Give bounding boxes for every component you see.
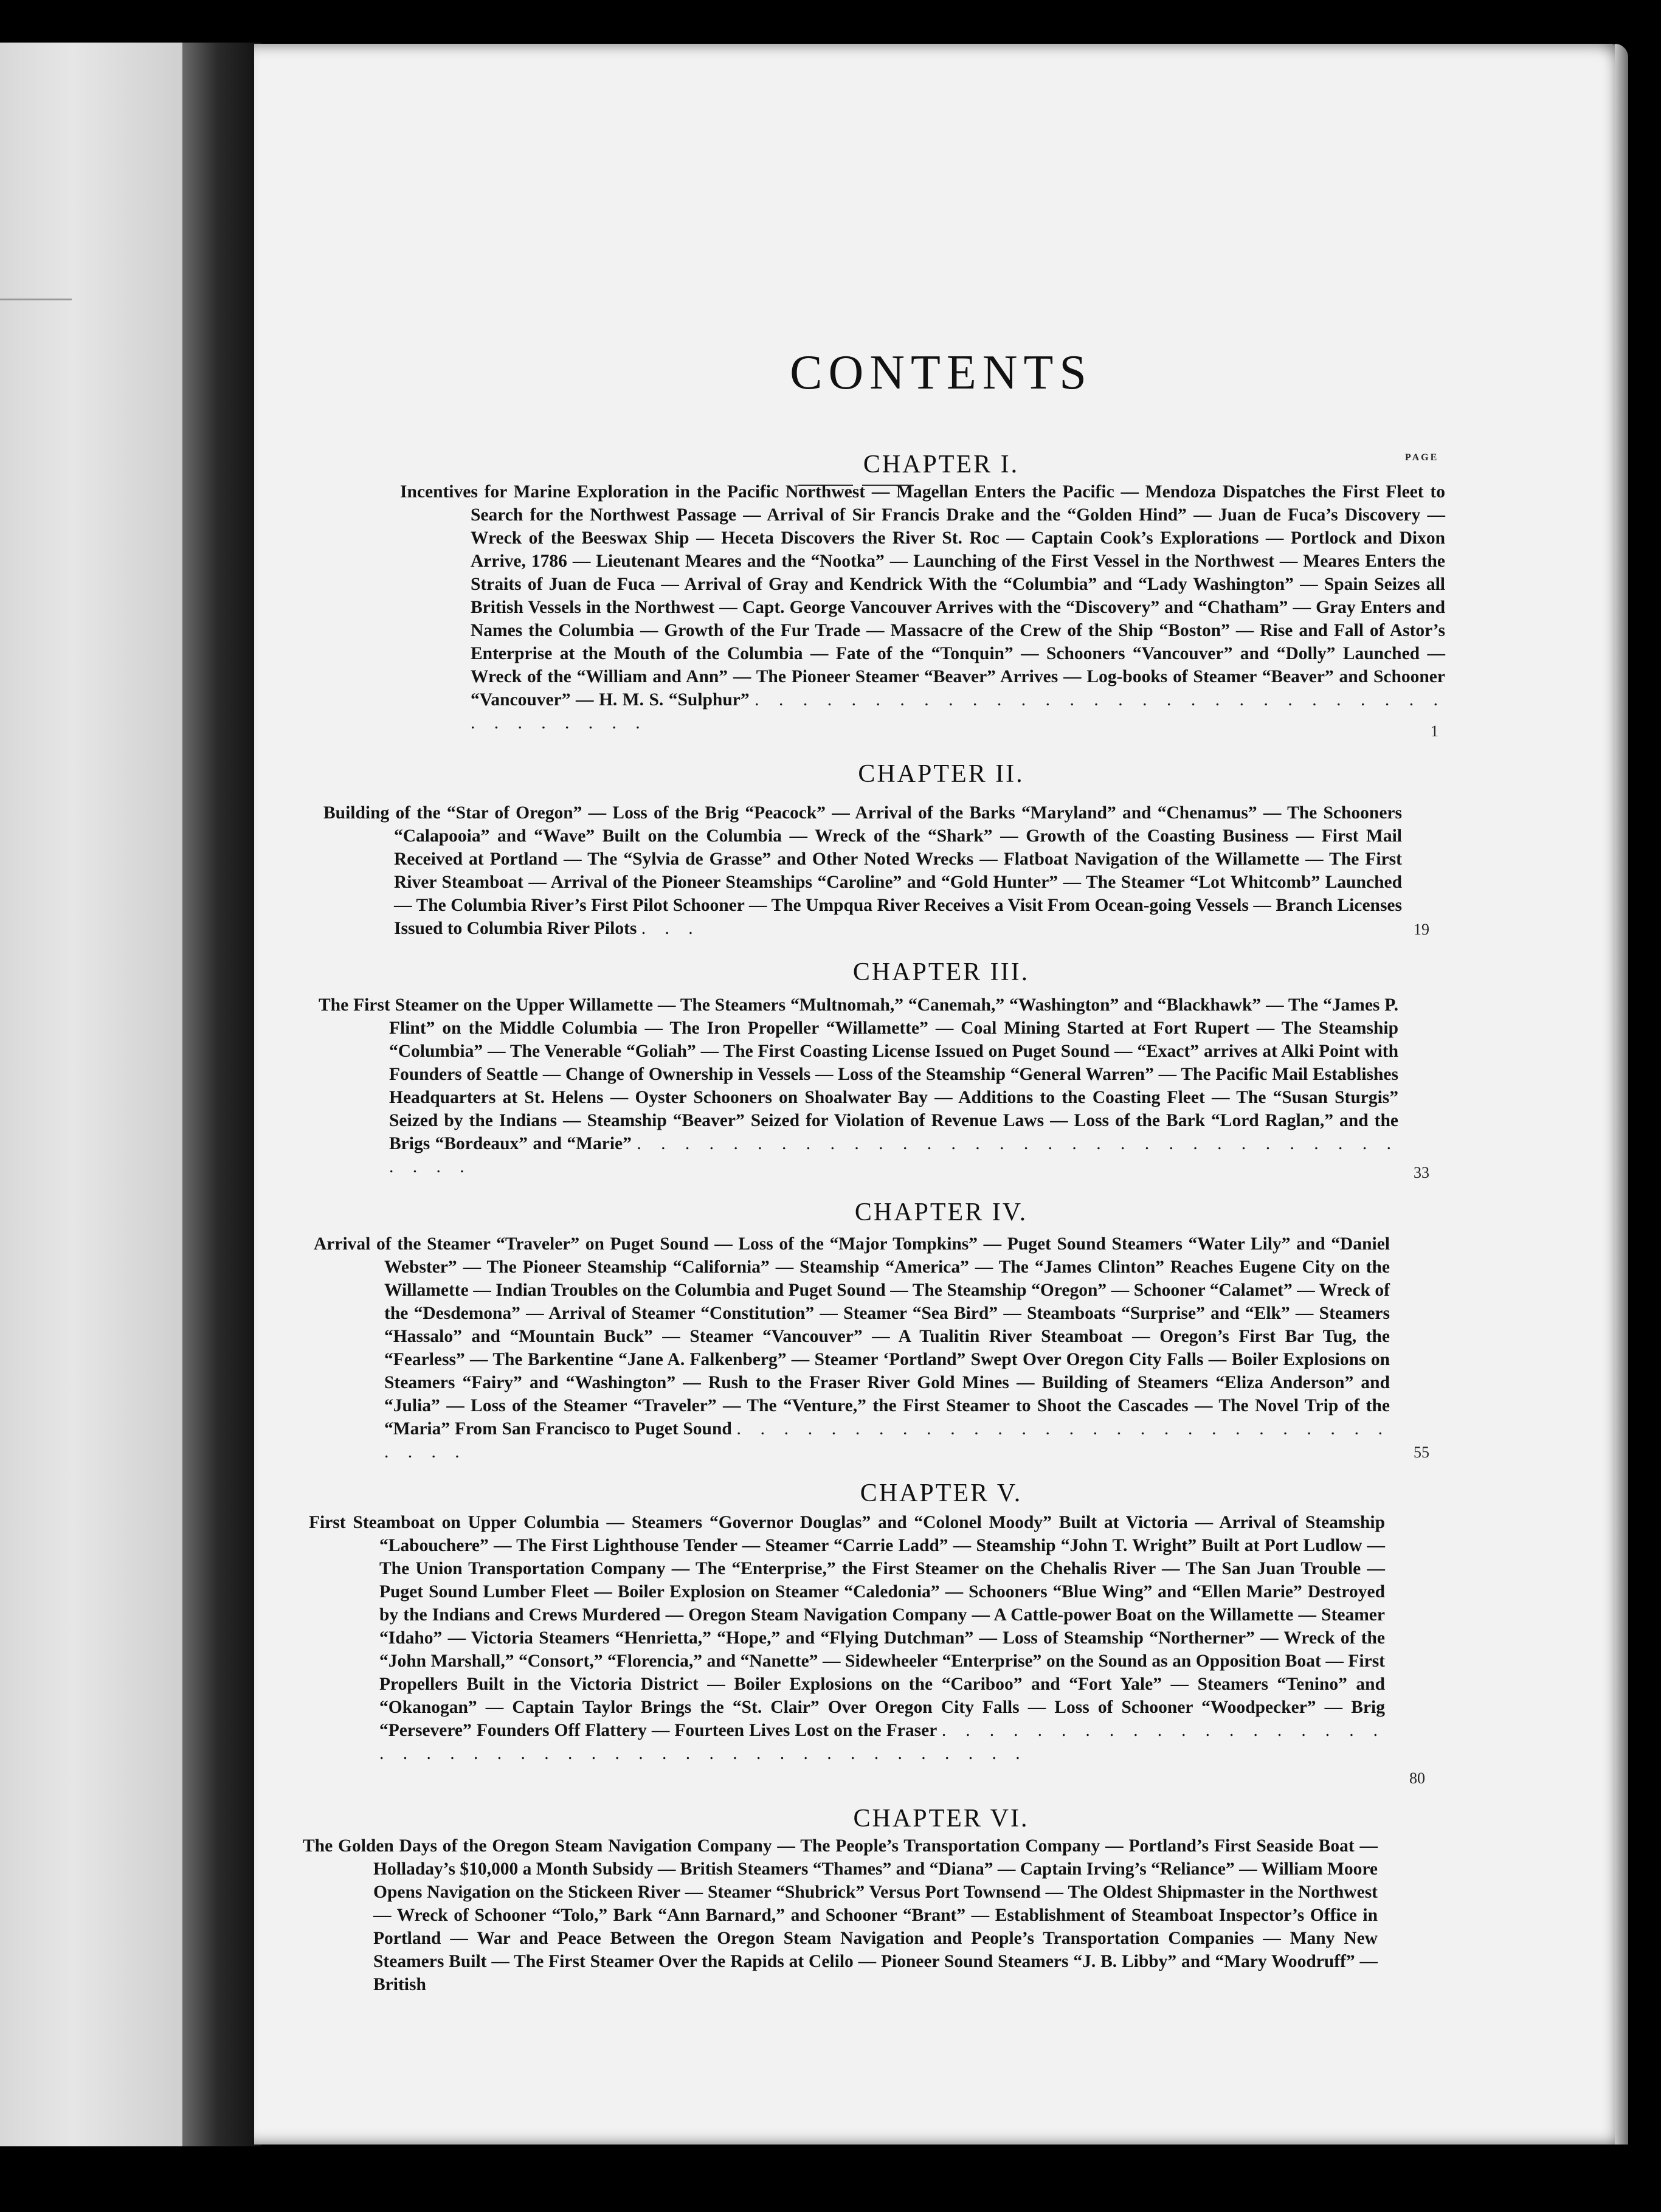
chapter-heading: CHAPTER IV. (854, 1198, 1028, 1226)
chapter-entry (319, 994, 1398, 1178)
adjacent-page (0, 43, 182, 2146)
page-number: 1 (1431, 722, 1438, 740)
page-number: 80 (1409, 1769, 1425, 1787)
chapter-summary: The First Steamer on the Upper Willamette — The Steamers “Multnomah,” “Canemah,” “Washington” and “Blackhawk” — The “James P. Flint” on the Middle Columbia — The Iron Propeller “Willamette” — Coal Mining Started at Fort Rupert — The Steamship “Columbia” — The Venerable “Goliah” — The First Coasting License Issued on Puget Sound — “Exact” arrives at Alki Point with Founders of Seattle — Change of Ownership in Vessels — Loss of the Steamship “General Warren” — The Pacific Mail Establishes Headquarters at St. Helens — Oyster Schooners on Shoalwater Bay — Additions to the Coasting Fleet — The “Susan Sturgis” Seized by the Indians — Steamship “Beaver” Seized for Violation of Revenue Laws — Loss of the Bark “Lord Raglan,” and the Brigs “Bordeaux” and “Marie” (319, 995, 1398, 1153)
chapter-heading: CHAPTER III. (852, 958, 1030, 986)
chapter-entry (309, 1511, 1385, 1765)
chapter-heading: CHAPTER I. (863, 451, 1020, 479)
book-spine (182, 43, 261, 2146)
page-number: 33 (1414, 1164, 1429, 1181)
chapter-heading: CHAPTER V. (860, 1479, 1023, 1507)
chapter-summary: First Steamboat on Upper Columbia — Steamers “Governor Douglas” and “Colonel Moody” Built at Victoria — Arrival of Steamship “Labouchere” — The First Lighthouse Tender — Steamer “Carrie Ladd” — Steamship “John T. Wright” Built at Port Ludlow — The Union Transportation Company — The “Enterprise,” the First Steamer on the Chehalis River — The San Juan Trouble — Puget Sound Lumber Fleet — Boiler Explosion on Steamer “Caledonia” — Schooners “Blue Wing” and “Ellen Marie” Destroyed by the Indians and Crews Murdered — Oregon Steam Navigation Company — A Cattle-power Boat on the Willamette — Steamer “Idaho” — Victoria Steamers “Henrietta,” “Hope,” and “Flying Dutchman” — Loss of Steamship “Northerner” — Wreck of the “John Marshall,” “Consort,” “Florencia,” and “Nanette” — Sidewheeler “Enterprise” on the Sound as an Opposition Boat — First Propellers Built in the Victoria District — Boiler Explosions on the “Cariboo” and “Fort Yale” — Steamers “Tenino” and “Okanogan” — Captain Taylor Brings the “St. Clair” Over Oregon City Falls — Loss of Schooner “Woodpecker” — Brig “Persevere” Founders Off Flattery — Fourteen Lives Lost on the Fraser (309, 1513, 1385, 1740)
chapter-summary: The Golden Days of the Oregon Steam Navigation Company — The People’s Transportation Company — Portland’s First Seaside Boat — Holladay’s $10,000 a Month Subsidy — British Steamers “Thames” and “Diana” — Captain Irving’s “Reliance” — William Moore Opens Navigation on the Stickeen River — Steamer “Shubrick” Versus Port Townsend — The Oldest Shipmaster in the Northwest — Wreck of Schooner “Tolo,” Bark “Ann Barnard,” and Schooner “Brant” — Establishment of Steamboat Inspector’s Office in Portland — War and Peace Between the Oregon Steam Navigation and People’s Transportation Companies — Many New Steamers Built — The First Steamer Over the Rapids at Celilo — Pioneer Sound Steamers “J. B. Libby” and “Mary Woodruff” — British (303, 1836, 1378, 1994)
dot-leader: . . . . . . . . . . . . . . . . . . . . . . . . . . . . . . . . . . . . (389, 1134, 1399, 1177)
chapter-entry (303, 1834, 1378, 1996)
chapter-heading: CHAPTER II. (858, 760, 1024, 788)
chapter-entry (314, 1232, 1390, 1464)
chapter-entry (323, 801, 1402, 940)
page-number: 19 (1414, 921, 1429, 938)
contents-page (254, 44, 1628, 2145)
dot-leader: . . . . . . . . . . . . . . . . . . . . . . . . . . . . . . . . . . . . . . . . . . . . . . . (379, 1721, 1386, 1763)
divider-line (0, 299, 72, 300)
page-title: CONTENTS (790, 346, 1093, 399)
chapter-heading: CHAPTER VI. (853, 1805, 1029, 1833)
dot-leader: . . . . . . . . . . . . . . . . . . . . . . . . . . . . . . . . . . . . . (471, 690, 1446, 733)
chapter-summary: Incentives for Marine Exploration in the Pacific Northwest — Magellan Enters the Pacific — Mendoza Dispatches the First Fleet to Search for the Northwest Passage — Arrival of Sir Francis Drake and the “Golden Hind” — Juan de Fuca’s Discovery — Wreck of the Beeswax Ship — Heceta Discovers the River St. Roc — Captain Cook’s Explorations — Portlock and Dixon Arrive, 1786 — Lieutenant Meares and the “Nootka” — Launching of the First Vessel in the Northwest — Meares Enters the Straits of Juan de Fuca — Arrival of Gray and Kendrick With the “Columbia” and “Lady Washington” — Spain Seizes all British Vessels in the Northwest — Capt. George Vancouver Arrives with the “Discovery” and “Chatham” — Gray Enters and Names the Columbia — Growth of the Fur Trade — Massacre of the Crew of the Ship “Boston” — Rise and Fall of Astor’s Enterprise at the Mouth of the Columbia — Fate of the “Tonquin” — Schooners “Vancouver” and “Dolly” Launched — Wreck of the “William and Ann” — The Pioneer Steamer “Beaver” Arrives — Log-books of Steamer “Beaver” and Schooner “Vancouver” — H. M. S. “Sulphur” (400, 482, 1445, 710)
chapter-summary: Building of the “Star of Oregon” — Loss of the Brig “Peacock” — Arrival of the Barks “Maryland” and “Chenamus” — The Schooners “Calapooia” and “Wave” Built on the Columbia — Wreck of the “Shark” — Growth of the Coasting Business — First Mail Received at Portland — The “Sylvia de Grasse” and Other Noted Wrecks — Flatboat Navigation of the Willamette — The First River Steamboat — Arrival of the Pioneer Steamships “Caroline” and “Gold Hunter” — The Steamer “Lot Whitcomb” Launched — The Columbia River’s First Pilot Schooner — The Umpqua River Receives a Visit From Ocean-going Vessels — Branch Licenses Issued to Columbia River Pilots (323, 803, 1402, 938)
dot-leader: . . . . . . . . . . . . . . . . . . . . . . . . . . . . . . . . (384, 1419, 1390, 1462)
page-column-label: PAGE (1405, 452, 1439, 463)
chapter-summary: Arrival of the Steamer “Traveler” on Puget Sound — Loss of the “Major Tompkins” — Puget Sound Steamers “Water Lily” and “Daniel Webster” — The Pioneer Steamship “California” — Steamship “America” — The “James Clinton” Reaches Eugene City on the Willamette — Indian Troubles on the Columbia and Puget Sound — The Steamship “Oregon” — Schooner “Calamet” — Wreck of the “Desdemona” — Arrival of Steamer “Constitution” — Steamer “Sea Bird” — Steamboats “Surprise” and “Elk” — Steamers “Hassalo” and “Mountain Buck” — Steamer “Vancouver” — A Tualitin River Steamboat — Oregon’s First Bar Tug, the “Fearless” — The Barkentine “Jane A. Falkenberg” — Steamer ‘Portland” Swept Over Oregon City Falls — Boiler Explosions on Steamers “Fairy” and “Washington” — Rush to the Fraser River Gold Mines — Building of Steamers “Eliza Anderson” and “Julia” — Loss of the Steamer “Traveler” — The “Venture,” the First Steamer to Shoot the Cascades — The Novel Trip of the “Maria” From San Francisco to Puget Sound (314, 1234, 1390, 1439)
dot-leader: . . . (641, 919, 700, 938)
page-number: 55 (1414, 1443, 1429, 1461)
chapter-entry (400, 480, 1445, 734)
